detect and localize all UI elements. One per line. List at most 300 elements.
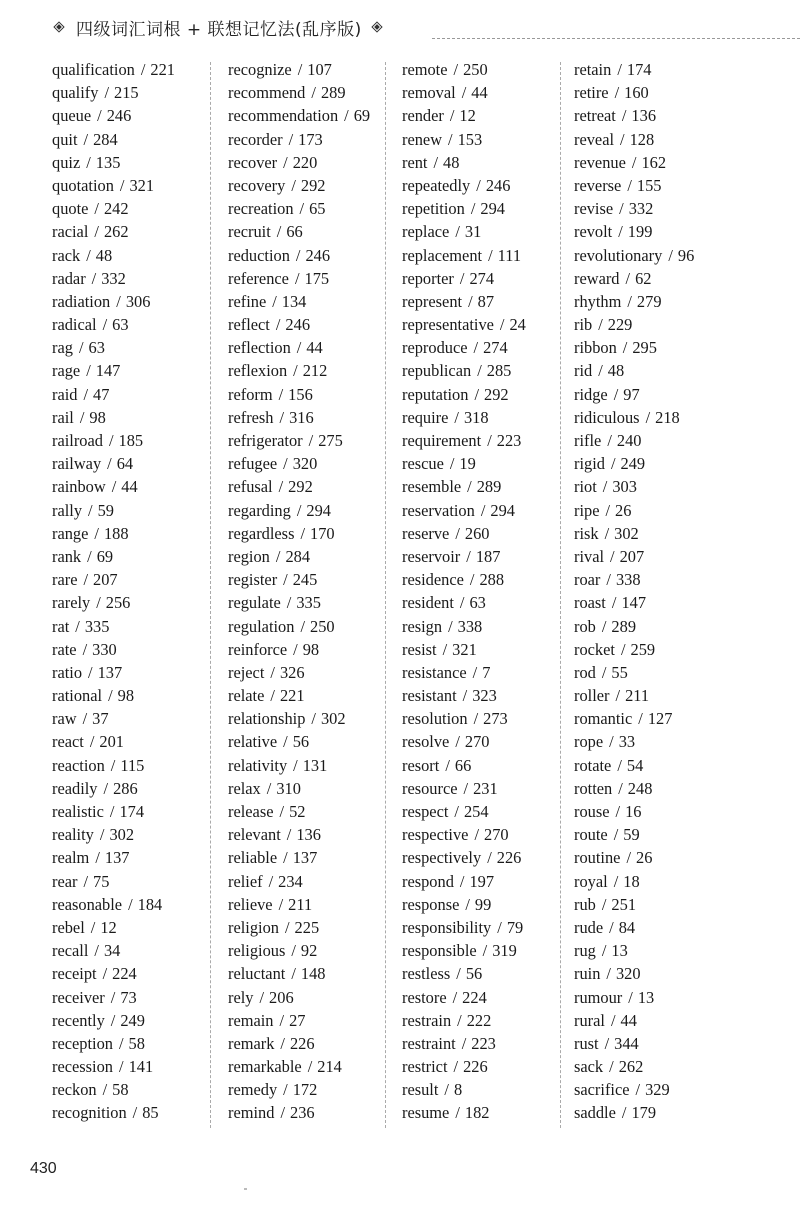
- slash-separator: /: [87, 546, 92, 566]
- word-entry: [574, 615, 744, 638]
- slash-separator: /: [86, 152, 91, 172]
- word: respectively: [402, 848, 482, 868]
- word-entry: [402, 383, 572, 406]
- slash-separator: /: [461, 83, 467, 103]
- word-entry: [574, 383, 744, 406]
- word: rebel: [52, 917, 85, 937]
- page-reference: 34: [103, 941, 121, 961]
- page-reference: 58: [112, 1080, 129, 1100]
- page-reference: 44: [121, 477, 138, 497]
- page-reference: 259: [630, 639, 656, 659]
- slash-separator: /: [448, 616, 453, 636]
- page-reference: 26: [636, 848, 653, 868]
- word-entry: [228, 591, 398, 614]
- slash-separator: /: [88, 500, 93, 520]
- word-entry: [52, 615, 222, 638]
- page-reference: 222: [466, 1010, 492, 1030]
- page-reference: 128: [629, 129, 655, 149]
- word: refugee: [228, 454, 278, 474]
- word-entry: [574, 707, 744, 730]
- word-entry: [402, 197, 572, 220]
- word-entry: [402, 244, 572, 267]
- page-reference: 173: [298, 129, 323, 149]
- word-entry: [228, 684, 398, 707]
- word-column-4: [574, 58, 744, 1128]
- page-reference: 218: [655, 407, 680, 427]
- slash-separator: /: [455, 1103, 460, 1123]
- word: recognize: [228, 60, 292, 79]
- word: quiz: [52, 152, 81, 172]
- word: quote: [52, 199, 89, 219]
- book-title: 四级词汇词根 + 联想记忆法(乱序版): [76, 20, 362, 40]
- word-entry: [52, 197, 222, 220]
- word: reflection: [228, 338, 291, 358]
- word: reduction: [228, 245, 290, 265]
- word-entry: [52, 1032, 222, 1055]
- word-entry: [52, 336, 222, 359]
- slash-separator: /: [618, 222, 623, 242]
- slash-separator: /: [293, 361, 298, 381]
- page-reference: 153: [457, 129, 483, 149]
- page-reference: 137: [104, 848, 130, 868]
- slash-separator: /: [627, 175, 632, 195]
- word-entry: [402, 58, 572, 81]
- slash-separator: /: [626, 848, 631, 868]
- word-entry: [402, 174, 572, 197]
- word: rag: [52, 338, 73, 358]
- slash-separator: /: [108, 431, 114, 450]
- slash-separator: /: [474, 825, 479, 845]
- word-entry: [228, 1078, 398, 1101]
- page-reference: 66: [286, 222, 303, 242]
- slash-separator: /: [604, 1033, 610, 1053]
- word-entry: [52, 220, 222, 243]
- word: rare: [52, 570, 78, 590]
- word-entry: [574, 359, 744, 382]
- word: reservation: [402, 500, 475, 520]
- slash-separator: /: [291, 175, 296, 195]
- slash-separator: /: [278, 894, 284, 914]
- slash-separator: /: [119, 1057, 124, 1077]
- word-entry: [52, 244, 222, 267]
- word-entry: [574, 661, 744, 684]
- page-reference: 44: [471, 83, 488, 103]
- page-reference: 99: [474, 894, 492, 914]
- word-entry: [52, 661, 222, 684]
- word-entry: [228, 800, 398, 823]
- slash-separator: /: [456, 964, 461, 984]
- page-reference: 26: [615, 500, 632, 520]
- page-reference: 256: [105, 593, 131, 613]
- word-entry: [574, 1101, 744, 1124]
- slash-separator: /: [617, 60, 622, 79]
- word: removal: [402, 83, 456, 103]
- slash-separator: /: [94, 222, 99, 242]
- page-reference: 273: [483, 709, 508, 729]
- page-reference: 246: [285, 315, 311, 335]
- page-reference: 170: [310, 523, 335, 543]
- word-entry: [228, 545, 398, 568]
- word-entry: [402, 452, 572, 475]
- slash-separator: /: [469, 570, 475, 590]
- word: relax: [228, 778, 261, 798]
- slash-separator: /: [283, 570, 288, 590]
- word: release: [228, 802, 274, 821]
- page-reference: 87: [477, 291, 495, 311]
- page-reference: 270: [484, 825, 509, 845]
- word: requirement: [402, 431, 482, 450]
- word: quit: [52, 129, 78, 149]
- word: reality: [52, 825, 94, 845]
- word-entry: [52, 638, 222, 661]
- word-entry: [574, 1009, 744, 1032]
- page-reference: 115: [120, 755, 145, 775]
- slash-separator: /: [300, 616, 306, 636]
- slash-separator: /: [635, 1080, 641, 1100]
- word: response: [402, 894, 460, 914]
- word-entry: [228, 290, 398, 313]
- word-entry: [402, 1078, 572, 1101]
- page-reference: 92: [300, 941, 318, 961]
- word-entry: [52, 754, 222, 777]
- header-title-block: [52, 15, 386, 40]
- page-reference: 135: [95, 152, 121, 172]
- page-reference: 56: [292, 732, 310, 752]
- word-entry: [52, 591, 222, 614]
- slash-separator: /: [613, 825, 619, 845]
- word-entry: [574, 1078, 744, 1101]
- page-reference: 289: [476, 477, 502, 497]
- page-reference: 226: [289, 1033, 315, 1053]
- slash-separator: /: [453, 60, 459, 79]
- word-entry: [228, 823, 398, 846]
- word: revolutionary: [574, 245, 663, 265]
- page-reference: 84: [618, 917, 636, 937]
- page-reference: 274: [469, 268, 495, 288]
- slash-separator: /: [602, 477, 608, 497]
- slash-separator: /: [452, 987, 458, 1007]
- page-reference: 294: [490, 500, 515, 520]
- page-reference: 246: [485, 175, 511, 195]
- word-entry: [52, 870, 222, 893]
- page-reference: 96: [677, 245, 695, 265]
- word: recently: [52, 1010, 105, 1030]
- slash-separator: /: [266, 778, 272, 798]
- word-entry: [52, 730, 222, 753]
- word: relativity: [228, 755, 288, 775]
- word: roller: [574, 686, 610, 706]
- word-entry: [402, 499, 572, 522]
- word-entry: [228, 893, 398, 916]
- slash-separator: /: [291, 964, 296, 984]
- word-entry: [52, 823, 222, 846]
- slash-separator: /: [433, 152, 439, 172]
- slash-separator: /: [268, 871, 274, 891]
- slash-separator: /: [293, 755, 298, 775]
- word: saddle: [574, 1103, 616, 1123]
- word: restore: [402, 987, 447, 1007]
- word-entry: [228, 429, 398, 452]
- word: revenue: [574, 152, 626, 172]
- word: rib: [574, 315, 593, 335]
- page-reference: 162: [641, 152, 667, 172]
- word: realm: [52, 848, 90, 868]
- page-reference: 7: [482, 662, 491, 682]
- word: recreation: [228, 199, 294, 219]
- word-entry: [402, 1101, 572, 1124]
- slash-separator: /: [280, 1033, 285, 1053]
- slash-separator: /: [468, 291, 473, 311]
- word: represent: [402, 291, 463, 311]
- word-entry: [574, 870, 744, 893]
- page-reference: 223: [496, 431, 522, 450]
- word: resolve: [402, 732, 450, 752]
- word-entry: [574, 986, 744, 1009]
- print-speck: [244, 1188, 247, 1190]
- page-reference: 335: [84, 616, 110, 636]
- slash-separator: /: [110, 755, 116, 775]
- slash-separator: /: [598, 315, 603, 335]
- page-reference: 224: [462, 987, 487, 1007]
- slash-separator: /: [610, 546, 615, 566]
- word-entry: [402, 128, 572, 151]
- word: remedy: [228, 1080, 278, 1100]
- page-reference: 44: [620, 1010, 637, 1030]
- slash-separator: /: [275, 315, 281, 335]
- word-entry: [402, 846, 572, 869]
- word-entry: [52, 846, 222, 869]
- slash-separator: /: [465, 894, 470, 914]
- header-dashed-rule: [432, 38, 800, 39]
- word-entry: [574, 916, 744, 939]
- page-reference: 292: [300, 175, 326, 195]
- word-entry: [52, 475, 222, 498]
- word-entry: [402, 962, 572, 985]
- slash-separator: /: [476, 175, 481, 195]
- word: rage: [52, 361, 81, 381]
- word: rug: [574, 941, 596, 961]
- page-reference: 288: [479, 570, 505, 590]
- word-entry: [574, 267, 744, 290]
- word-entry: [402, 730, 572, 753]
- word-entry: [402, 939, 572, 962]
- page-reference: 284: [285, 546, 311, 566]
- word-entry: [52, 267, 222, 290]
- word: rotten: [574, 778, 613, 798]
- slash-separator: /: [459, 871, 465, 891]
- word-entry: [52, 1055, 222, 1078]
- word: roar: [574, 570, 601, 590]
- word-entry: [402, 290, 572, 313]
- slash-separator: /: [78, 338, 84, 358]
- slash-separator: /: [461, 1033, 467, 1053]
- word-entry: [228, 661, 398, 684]
- word: recommendation: [228, 106, 339, 126]
- page-reference: 240: [616, 431, 642, 450]
- page-reference: 302: [320, 709, 346, 729]
- word-entry: [574, 1055, 744, 1078]
- word-entry: [52, 81, 222, 104]
- page-reference: 69: [353, 106, 371, 126]
- slash-separator: /: [638, 709, 643, 729]
- page-reference: 234: [278, 871, 303, 891]
- page-reference: 320: [292, 454, 318, 474]
- word-entry: [574, 846, 744, 869]
- slash-separator: /: [463, 778, 469, 798]
- word: ripe: [574, 500, 600, 520]
- word: range: [52, 523, 89, 543]
- slash-separator: /: [631, 152, 637, 172]
- slash-separator: /: [270, 686, 275, 706]
- page-reference: 111: [497, 245, 522, 265]
- word-entry: [228, 359, 398, 382]
- slash-separator: /: [621, 1103, 627, 1123]
- word: refrigerator: [228, 431, 303, 450]
- page-reference: 295: [632, 338, 657, 358]
- slash-separator: /: [79, 407, 85, 427]
- diamond-ornament-icon: [370, 20, 386, 36]
- word-entry: [52, 359, 222, 382]
- page-reference: 321: [452, 639, 477, 659]
- page-reference: 141: [128, 1057, 154, 1077]
- page-reference: 55: [611, 662, 628, 682]
- word: revolt: [574, 222, 613, 242]
- page-reference: 212: [302, 361, 328, 381]
- diamond-ornament-icon: [52, 20, 68, 36]
- word-entry: [52, 452, 222, 475]
- page-reference: 98: [89, 407, 106, 427]
- word-entry: [228, 1009, 398, 1032]
- page-reference: 224: [112, 964, 137, 984]
- page-reference: 318: [463, 407, 489, 427]
- word-column-2: [228, 58, 398, 1128]
- word-entry: [228, 707, 398, 730]
- slash-separator: /: [454, 802, 459, 821]
- word: risk: [574, 523, 599, 543]
- word-entry: [228, 1055, 398, 1078]
- word: retire: [574, 83, 609, 103]
- slash-separator: /: [607, 431, 612, 450]
- word-entry: [402, 916, 572, 939]
- slash-separator: /: [83, 570, 89, 590]
- word-entry: [574, 197, 744, 220]
- page-reference: 59: [97, 500, 114, 520]
- word-entry: [402, 522, 572, 545]
- word-entry: [574, 290, 744, 313]
- word: sack: [574, 1057, 604, 1077]
- word-entry: [574, 568, 744, 591]
- page-reference: 254: [463, 802, 489, 821]
- slash-separator: /: [611, 593, 617, 613]
- page-reference: 148: [300, 964, 326, 984]
- slash-separator: /: [448, 129, 453, 149]
- page-reference: 48: [607, 361, 625, 381]
- word-entry: [402, 1009, 572, 1032]
- word: replacement: [402, 245, 483, 265]
- slash-separator: /: [291, 941, 296, 961]
- word-entry: [574, 1032, 744, 1055]
- page-reference: 292: [288, 477, 313, 497]
- page-reference: 303: [612, 477, 637, 497]
- word-entry: [402, 823, 572, 846]
- slash-separator: /: [83, 871, 89, 891]
- slash-separator: /: [462, 686, 468, 706]
- slash-separator: /: [296, 500, 302, 520]
- word-entry: [52, 313, 222, 336]
- word: reaction: [52, 755, 105, 775]
- slash-separator: /: [477, 361, 482, 381]
- slash-separator: /: [480, 500, 486, 520]
- word-entry: [574, 429, 744, 452]
- slash-separator: /: [609, 732, 614, 752]
- page-reference: 262: [618, 1057, 644, 1077]
- page-reference: 187: [475, 546, 501, 566]
- word: reference: [228, 268, 289, 288]
- word: resist: [402, 639, 437, 659]
- word-entry: [52, 290, 222, 313]
- word: reputation: [402, 384, 469, 404]
- page-reference: 242: [103, 199, 129, 219]
- word-entry: [52, 893, 222, 916]
- word: rent: [402, 152, 428, 172]
- page-reference: 172: [292, 1080, 318, 1100]
- word-entry: [402, 986, 572, 1009]
- word-entry: [228, 174, 398, 197]
- word-entry: [574, 104, 744, 127]
- slash-separator: /: [83, 384, 89, 404]
- word: qualification: [52, 60, 135, 79]
- word-entry: [228, 383, 398, 406]
- word-entry: [574, 58, 744, 81]
- word-entry: [402, 151, 572, 174]
- word: radar: [52, 268, 86, 288]
- word: radiation: [52, 291, 111, 311]
- page-reference: 47: [93, 384, 110, 404]
- page-reference: 54: [626, 755, 644, 775]
- word: routine: [574, 848, 621, 868]
- word: recall: [52, 941, 89, 961]
- page-reference: 59: [623, 825, 640, 845]
- page-reference: 134: [281, 291, 307, 311]
- word: qualify: [52, 83, 99, 103]
- slash-separator: /: [606, 964, 611, 984]
- slash-separator: /: [110, 987, 116, 1007]
- page-reference: 223: [471, 1033, 496, 1053]
- page-reference: 246: [106, 106, 132, 126]
- slash-separator: /: [445, 755, 450, 775]
- word: queue: [52, 106, 92, 126]
- word: reward: [574, 268, 620, 288]
- word-entry: [228, 499, 398, 522]
- word: reckon: [52, 1080, 97, 1100]
- word: revise: [574, 199, 614, 219]
- word: rifle: [574, 431, 602, 450]
- page-reference: 44: [306, 338, 323, 358]
- slash-separator: /: [668, 245, 673, 265]
- slash-separator: /: [97, 106, 102, 126]
- word-entry: [574, 638, 744, 661]
- page-reference: 207: [619, 546, 645, 566]
- word-entry: [228, 568, 398, 591]
- slash-separator: /: [453, 1057, 459, 1077]
- slash-separator: /: [455, 732, 460, 752]
- word-entry: [574, 475, 744, 498]
- slash-separator: /: [601, 894, 607, 914]
- slash-separator: /: [102, 315, 108, 335]
- page-reference: 147: [95, 361, 121, 381]
- slash-separator: /: [308, 431, 314, 450]
- word: ribbon: [574, 338, 617, 358]
